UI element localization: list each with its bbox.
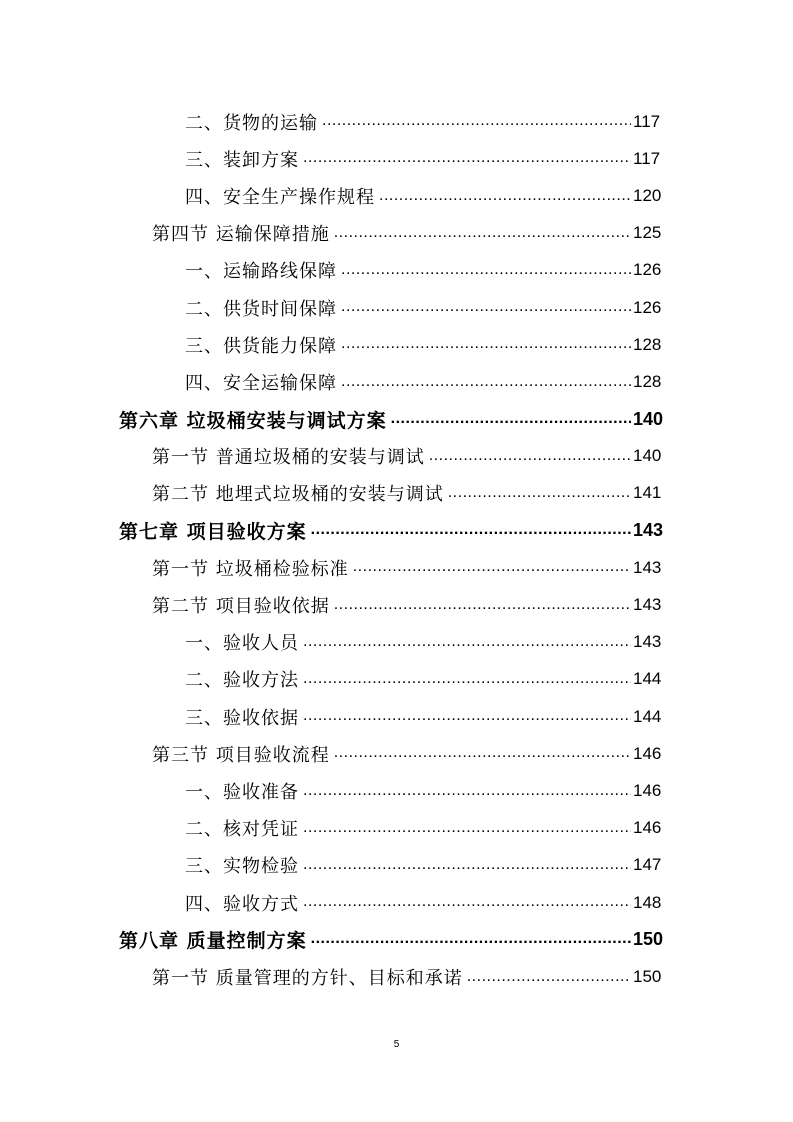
dot-leader xyxy=(311,930,631,958)
toc-entry-title: 一、运输路线保障 xyxy=(185,261,337,283)
dot-leader xyxy=(379,187,631,215)
dot-leader xyxy=(311,521,631,549)
toc-entry-title: 第七章 项目验收方案 xyxy=(119,521,307,544)
toc-entry-title: 三、实物检验 xyxy=(185,856,299,878)
toc-entry-page: 128 xyxy=(633,371,662,391)
toc-entry-title: 第二节 项目验收依据 xyxy=(152,596,330,618)
toc-entry[interactable] xyxy=(0,512,793,549)
toc-entry-page: 140 xyxy=(633,408,664,429)
toc-entry-page: 143 xyxy=(633,595,662,615)
toc-entry[interactable] xyxy=(0,921,793,958)
toc-entry[interactable] xyxy=(0,698,793,735)
toc-entry[interactable] xyxy=(0,549,793,586)
toc-entry-page: 128 xyxy=(633,334,662,354)
dot-leader xyxy=(303,707,631,735)
toc-entry-title: 第八章 质量控制方案 xyxy=(119,930,307,953)
dot-leader xyxy=(303,782,631,810)
toc-entry-page: 143 xyxy=(633,557,662,577)
dot-leader xyxy=(303,670,631,698)
dot-leader xyxy=(341,335,631,363)
dot-leader xyxy=(448,484,631,512)
toc-entry-title: 第一节 垃圾桶检验标准 xyxy=(152,558,349,580)
toc-entry-page: 147 xyxy=(633,855,662,875)
toc-entry-page: 126 xyxy=(633,297,662,317)
dot-leader xyxy=(334,596,631,624)
toc-entry-title: 四、安全生产操作规程 xyxy=(185,186,375,208)
toc-entry-page: 143 xyxy=(633,520,664,541)
toc-entry[interactable] xyxy=(0,847,793,884)
toc-entry-title: 第四节 运输保障措施 xyxy=(152,224,330,246)
dot-leader xyxy=(429,447,631,475)
toc-entry-page: 117 xyxy=(633,111,661,131)
toc-entry-page: 150 xyxy=(633,966,662,986)
toc-entry-page: 126 xyxy=(633,260,662,280)
toc-entry-page: 144 xyxy=(633,706,662,726)
toc-entry-title: 三、验收依据 xyxy=(185,707,299,729)
toc-entry-page: 146 xyxy=(633,780,662,800)
toc-entry[interactable] xyxy=(0,661,793,698)
toc-entry-page: 141 xyxy=(633,483,662,503)
toc-entry[interactable] xyxy=(0,252,793,289)
dot-leader xyxy=(341,373,631,401)
toc-entry[interactable] xyxy=(0,810,793,847)
toc-entry-title: 三、装卸方案 xyxy=(185,149,299,171)
toc-entry[interactable] xyxy=(0,586,793,623)
toc-entry-title: 二、核对凭证 xyxy=(185,819,299,841)
toc-entry[interactable] xyxy=(0,326,793,363)
toc-entry[interactable] xyxy=(0,140,793,177)
dot-leader xyxy=(353,558,631,586)
toc-entry-title: 一、验收准备 xyxy=(185,781,299,803)
toc-entry[interactable] xyxy=(0,624,793,661)
toc-entry-page: 117 xyxy=(633,148,661,168)
toc-entry[interactable] xyxy=(0,772,793,809)
dot-leader xyxy=(341,298,631,326)
dot-leader xyxy=(303,633,631,661)
dot-leader xyxy=(303,149,631,177)
toc-entry[interactable] xyxy=(0,289,793,326)
toc-entry[interactable] xyxy=(0,363,793,400)
toc-entry[interactable] xyxy=(0,475,793,512)
toc-entry[interactable] xyxy=(0,103,793,140)
toc-entry-title: 二、供货时间保障 xyxy=(185,298,337,320)
toc-entry[interactable] xyxy=(0,884,793,921)
toc-entry[interactable] xyxy=(0,177,793,214)
toc-entry-page: 146 xyxy=(633,818,662,838)
toc-entry-page: 120 xyxy=(633,185,662,205)
dot-leader xyxy=(341,261,631,289)
dot-leader xyxy=(334,224,631,252)
dot-leader xyxy=(391,410,631,438)
toc-entry-page: 146 xyxy=(633,743,662,763)
toc-entry[interactable] xyxy=(0,735,793,772)
page-number: 5 xyxy=(393,1039,400,1050)
toc-entry-title: 第六章 垃圾桶安装与调试方案 xyxy=(119,409,387,432)
toc-entry-title: 二、货物的运输 xyxy=(185,112,318,134)
toc-entry[interactable] xyxy=(0,215,793,252)
toc-entry-title: 第一节 普通垃圾桶的安装与调试 xyxy=(152,447,425,469)
toc-entry-page: 150 xyxy=(633,929,664,950)
toc-entry[interactable] xyxy=(0,438,793,475)
table-of-contents xyxy=(0,103,793,996)
dot-leader xyxy=(303,856,631,884)
dot-leader xyxy=(322,112,631,140)
toc-entry-title: 二、验收方法 xyxy=(185,670,299,692)
toc-entry-title: 一、验收人员 xyxy=(185,633,299,655)
dot-leader xyxy=(303,893,631,921)
toc-entry[interactable] xyxy=(0,958,793,995)
toc-entry-title: 第三节 项目验收流程 xyxy=(152,744,330,766)
toc-entry-title: 三、供货能力保障 xyxy=(185,335,337,357)
toc-entry-title: 四、验收方式 xyxy=(185,893,299,915)
toc-entry-page: 148 xyxy=(633,892,662,912)
toc-entry-page: 125 xyxy=(633,223,662,243)
toc-entry-title: 四、安全运输保障 xyxy=(185,372,337,394)
dot-leader xyxy=(303,819,631,847)
dot-leader xyxy=(334,744,631,772)
dot-leader xyxy=(467,968,631,996)
toc-entry-page: 140 xyxy=(633,446,662,466)
toc-entry-page: 144 xyxy=(633,669,662,689)
toc-entry-title: 第一节 质量管理的方针、目标和承诺 xyxy=(152,967,463,989)
toc-entry-title: 第二节 地埋式垃圾桶的安装与调试 xyxy=(152,484,444,506)
toc-entry[interactable] xyxy=(0,401,793,438)
toc-entry-page: 143 xyxy=(633,632,662,652)
